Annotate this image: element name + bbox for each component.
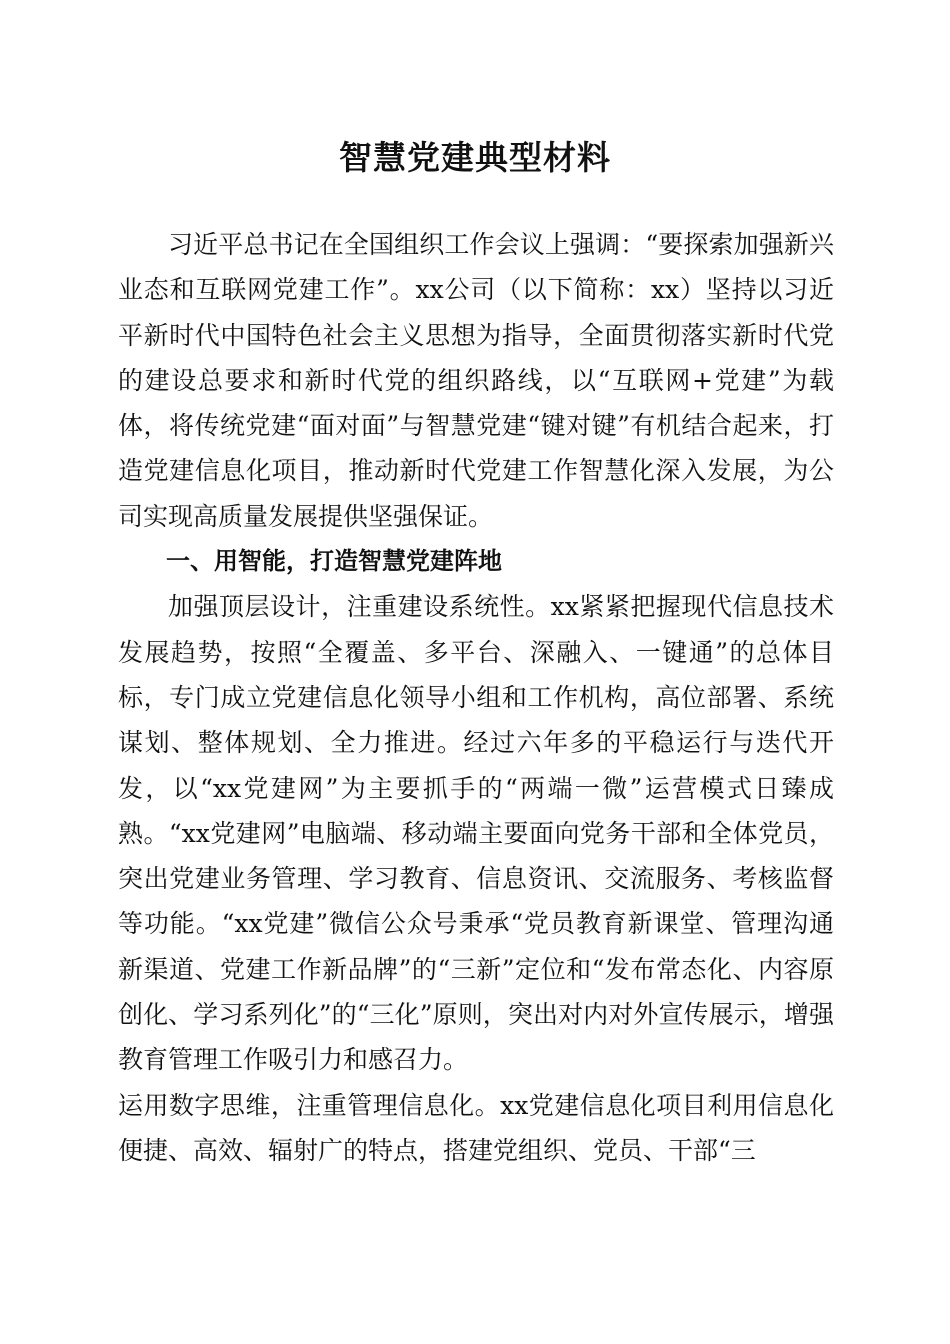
- intro-paragraph: 习近平总书记在全国组织工作会议上强调：“要探索加强新兴业态和互联网党建工作”。xx公司（以下简称：xx）坚持以习近平新时代中国特色社会主义思想为指导，全面贯彻落实新时代党的建设总要求和新时代党的组织路线，以“互联网+党建”为载体，将传统党建“面对面”与智慧党建“键对键”有机结合起来，打造党建信息化项目，推动新时代党建工作智慧化深入发展，为公司实现高质量发展提供坚强保证。: [118, 230, 834, 531]
- section-1-paragraph-2: 运用数字思维，注重管理信息化。xx党建信息化项目利用信息化便捷、高效、辐射广的特点，搭建党组织、党员、干部“三: [118, 1090, 834, 1165]
- document-body: [118, 222, 834, 1173]
- document-title: 智慧党建典型材料: [339, 138, 611, 177]
- section-heading-1: 一、用智能，打造智慧党建阵地: [166, 547, 502, 576]
- section-1-paragraph-1: 加强顶层设计，注重建设系统性。xx紧紧把握现代信息技术发展趋势，按照“全覆盖、多平台、深融入、一键通”的总体目标，专门成立党建信息化领导小组和工作机构，高位部署、系统谋划、整体规划、全力推进。经过六年多的平稳运行与迭代开发，以“xx党建网”为主要抓手的“两端一微”运营模式日臻成熟。“xx党建网”电脑端、移动端主要面向党务干部和全体党员，突出党建业务管理、学习教育、信息资讯、交流服务、考核监督等功能。“xx党建”微信公众号秉承“党员教育新课堂、管理沟通新渠道、党建工作新品牌”的“三新”定位和“发布常态化、内容原创化、学习系列化”的“三化”原则，突出对内对外宣传展示，增强教育管理工作吸引力和感召力。: [118, 592, 834, 1075]
